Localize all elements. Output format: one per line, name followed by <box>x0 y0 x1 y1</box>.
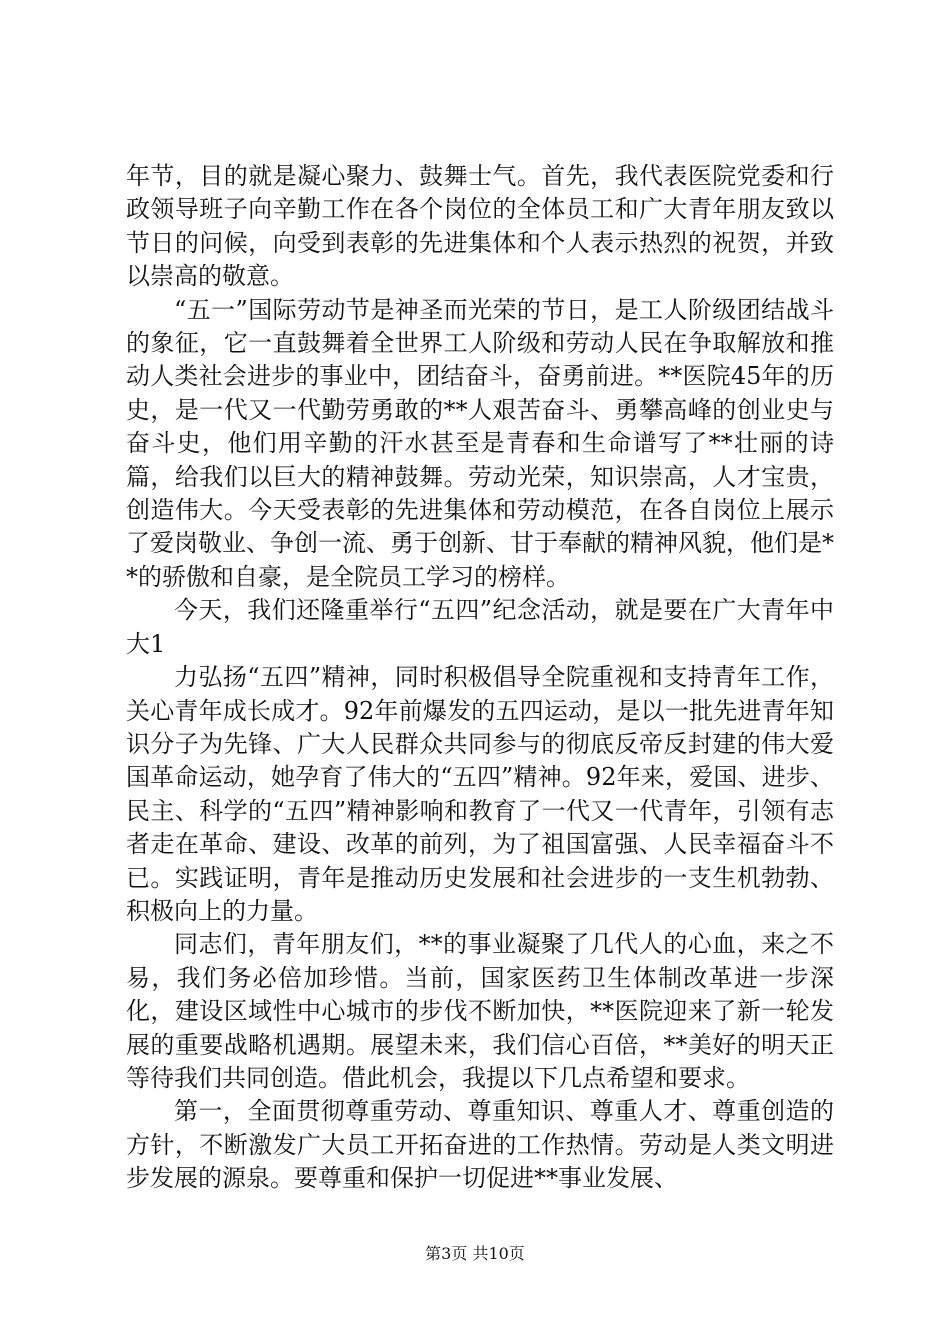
paragraph-3: 今天，我们还隆重举行“五四”纪念活动，就是要在广大青年中大1 <box>126 596 834 658</box>
paragraph-5: 同志们，青年朋友们，**的事业凝聚了几代人的心血，来之不易，我们务必倍加珍惜。当前，国家医药卫生体制改革进一步深化，建设区域性中心城市的步伐不断加快，**医院迎来了新一轮发展的重要战略机遇期。展望未来，我们信心百倍，**美好的明天正等待我们共同创造。借此机会，我提以下几点希望和要求。 <box>126 930 834 1092</box>
page-footer: 第3页 共10页 <box>425 1244 525 1263</box>
document-body <box>126 160 834 1196</box>
paragraph-2: “五一”国际劳动节是神圣而光荣的节日，是工人阶级团结战斗的象征，它一直鼓舞着全世界工人阶级和劳动人民在争取解放和推动人类社会进步的事业中，团结奋斗，奋勇前进。**医院45年的历史，是一代又一代勤劳勇敢的**人艰苦奋斗、勇攀高峰的创业史与奋斗史，他们用辛勤的汗水甚至是青春和生命谱写了**壮丽的诗篇，给我们以巨大的精神鼓舞。劳动光荣，知识崇高，人才宝贵，创造伟大。今天受表彰的先进集体和劳动模范，在各自岗位上展示了爱岗敬业、争创一流、勇于创新、甘于奉献的精神风貌，他们是**的骄傲和自豪，是全院员工学习的榜样。 <box>126 295 834 591</box>
paragraph-1: 年节，目的就是凝心聚力、鼓舞士气。首先，我代表医院党委和行政领导班子向辛勤工作在各个岗位的全体员工和广大青年朋友致以节日的问候，向受到表彰的先进集体和个人表示热烈的祝贺，并致以崇高的敬意。 <box>126 162 834 291</box>
paragraph-6: 第一，全面贯彻尊重劳动、尊重知识、尊重人才、尊重创造的方针，不断激发广大员工开拓奋进的工作热情。劳动是人类文明进步发展的源泉。要尊重和保护一切促进**事业发展、 <box>126 1097 834 1193</box>
paragraph-4: 力弘扬“五四”精神，同时积极倡导全院重视和支持青年工作，关心青年成长成才。92年前爆发的五四运动，是以一批先进青年知识分子为先锋、广大人民群众共同参与的彻底反帝反封建的伟大爱国革命运动，她孕育了伟大的“五四”精神。92年来，爱国、进步、民主、科学的“五四”精神影响和教育了一代又一代青年，引领有志者走在革命、建设、改革的前列，为了祖国富强、人民幸福奋斗不已。实践证明，青年是推动历史发展和社会进步的一支生机勃勃、积极向上的力量。 <box>126 663 834 925</box>
